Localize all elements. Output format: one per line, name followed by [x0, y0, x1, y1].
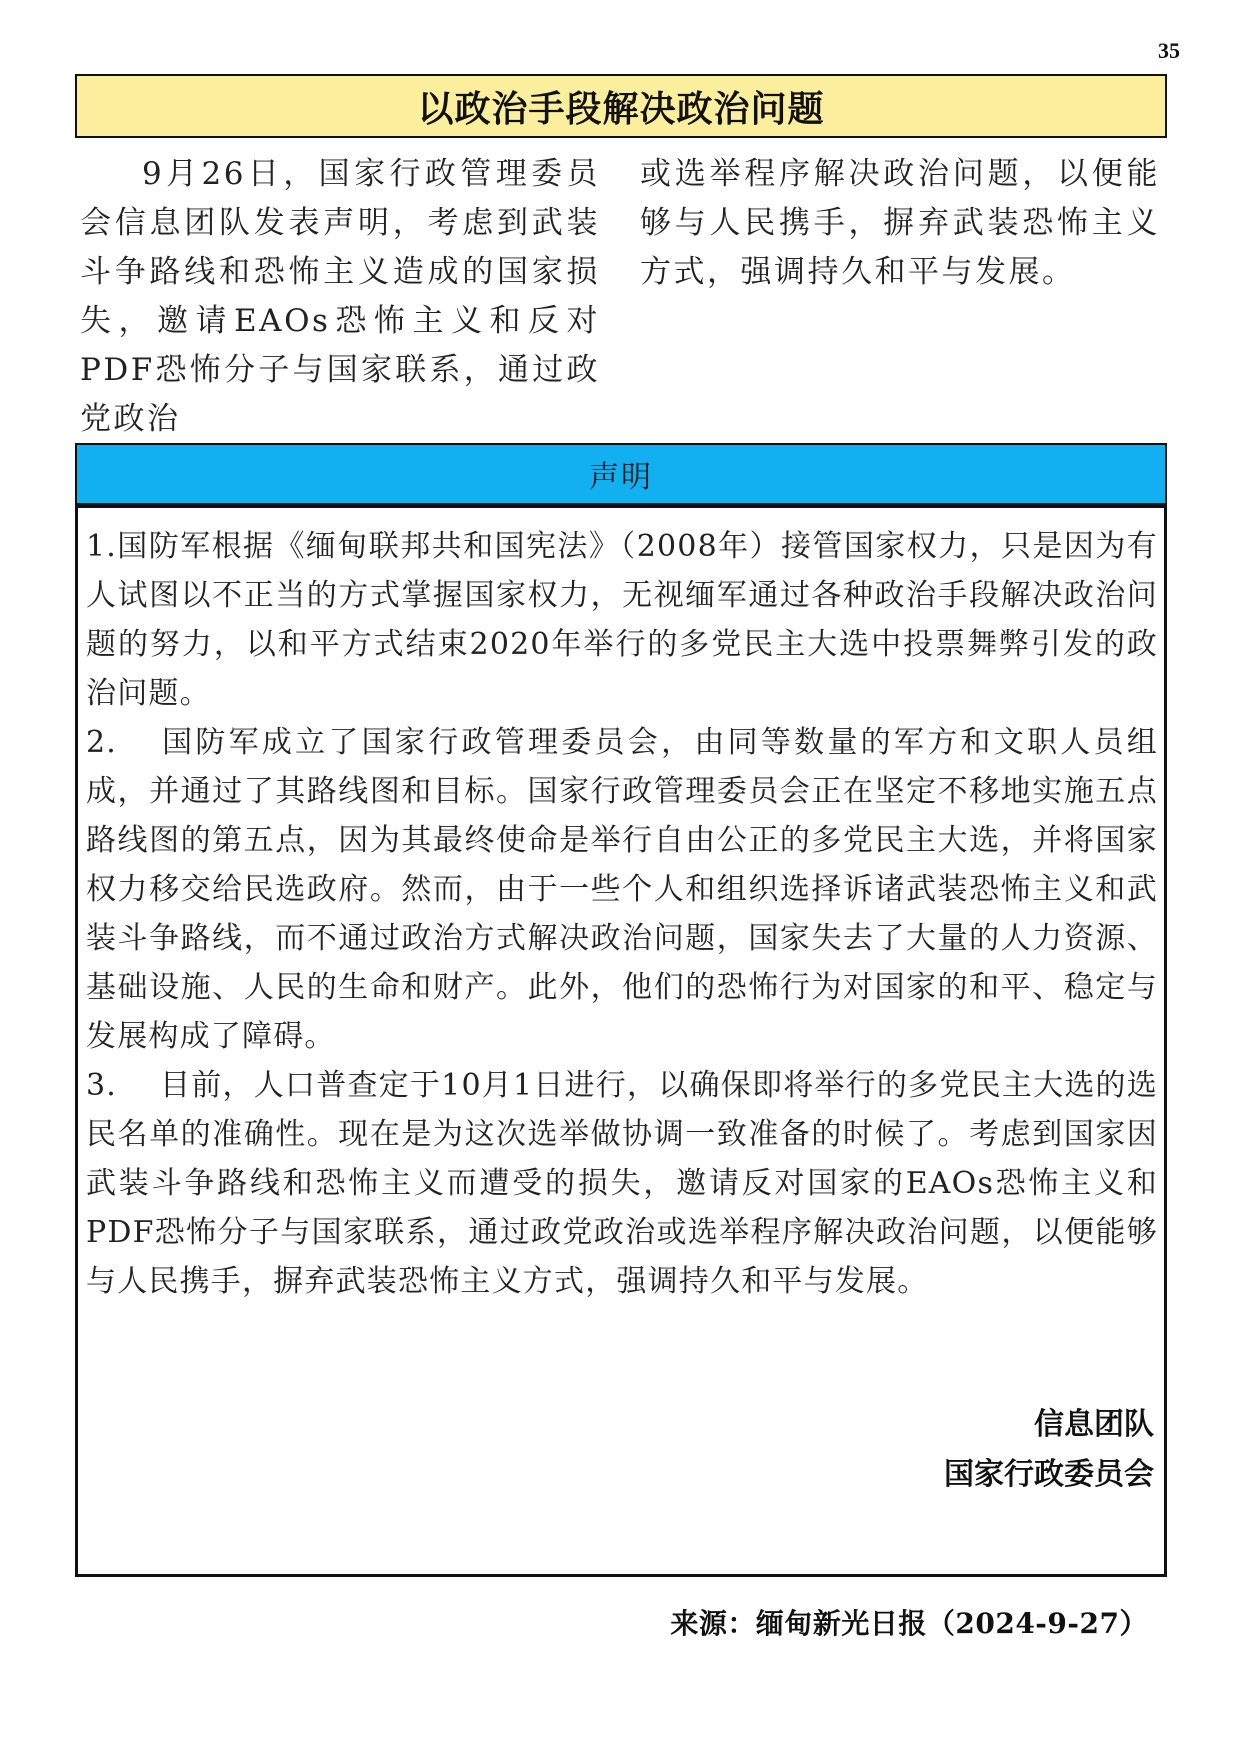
statement-item-3-number: 3. [86, 1068, 118, 1103]
statement-signature [944, 1400, 1154, 1500]
statement-item-2-number: 2. [86, 725, 118, 760]
article-intro-left-column: 9月26日，国家行政管理委员会信息团队发表声明，考虑到武装斗争路线和恐怖主义造成的国家损失，邀请EAOs恐怖主义和反对PDF恐怖分子与国家联系，通过政党政治 [80, 156, 600, 437]
statement-box [75, 505, 1167, 1577]
statement-item-1-text: 国防军根据《缅甸联邦共和国宪法》（2008年）接管国家权力，只是因为有人试图以不正当的方式掌握国家权力，无视缅军通过各种政治手段解决政治问题的努力，以和平方式结束2020年举行的多党民主大选中投票舞弊引发的政治问题。 [86, 529, 1158, 711]
statement-header-label: 声明 [589, 460, 653, 495]
statement-item-3 [86, 1061, 1158, 1306]
article-title-banner [75, 74, 1167, 138]
signature-council: 国家行政委员会 [944, 1457, 1154, 1492]
statement-body [86, 522, 1158, 1306]
statement-item-1 [86, 522, 1158, 718]
article-intro-right-column: 或选举程序解决政治问题，以便能够与人民携手，摒弃武装恐怖主义方式，强调持久和平与发展。 [640, 156, 1160, 290]
statement-item-2-text: 国防军成立了国家行政管理委员会，由同等数量的军方和文职人员组成，并通过了其路线图和目标。国家行政管理委员会正在坚定不移地实施五点路线图的第五点，因为其最终使命是举行自由公正的多党民主大选，并将国家权力移交给民选政府。然而，由于一些个人和组织选择诉诸武装恐怖主义和武装斗争路线，而不通过政治方式解决政治问题，国家失去了大量的人力资源、基础设施、人民的生命和财产。此外，他们的恐怖行为对国家的和平、稳定与发展构成了障碍。 [86, 725, 1158, 1054]
article-title: 以政治手段解决政治问题 [417, 88, 825, 130]
page-number: 35 [1158, 38, 1180, 63]
signature-team: 信息团队 [1034, 1407, 1154, 1442]
statement-item-2 [86, 718, 1158, 1061]
statement-header [75, 443, 1167, 505]
statement-item-1-number: 1. [86, 529, 118, 564]
source-citation: 来源：缅甸新光日报（2024-9-27） [670, 1607, 1148, 1640]
statement-item-3-text: 目前，人口普查定于10月1日进行，以确保即将举行的多党民主大选的选民名单的准确性。现在是为这次选举做协调一致准备的时候了。考虑到国家因武装斗争路线和恐怖主义而遭受的损失，邀请反对国家的EAOs恐怖主义和PDF恐怖分子与国家联系，通过政党政治或选举程序解决政治问题，以便能够与人民携手，摒弃武装恐怖主义方式，强调持久和平与发展。 [86, 1068, 1158, 1299]
